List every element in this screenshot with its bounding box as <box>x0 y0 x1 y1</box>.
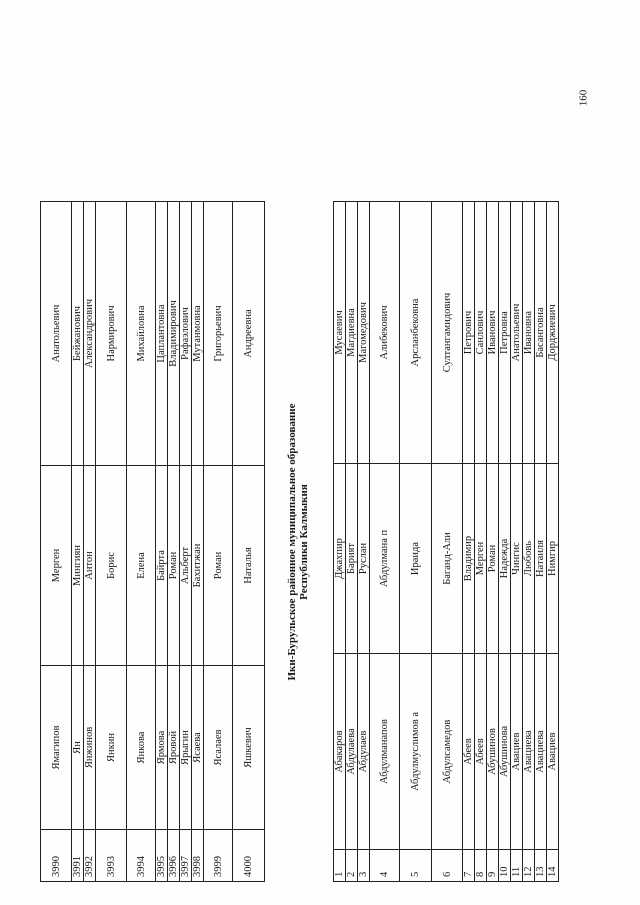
cell-patronymic: Ивановна <box>523 202 535 464</box>
cell-first-name: Борис <box>96 466 127 666</box>
cell-number: 3994 <box>127 830 156 882</box>
cell-last-name: Авациев <box>511 654 523 850</box>
cell-patronymic: Анатольевич <box>41 202 72 466</box>
cell-patronymic: Арсланбековна <box>400 202 432 464</box>
cell-last-name: Авациева <box>535 654 547 850</box>
cell-number: 6 <box>432 850 463 882</box>
cell-number: 9 <box>487 850 499 882</box>
cell-patronymic: Анатольевич <box>511 202 523 464</box>
table-row <box>156 202 168 882</box>
table-row <box>72 202 84 882</box>
cell-last-name: Абдулаев <box>358 654 370 850</box>
cell-first-name: Роман <box>204 466 233 666</box>
cell-number: 12 <box>523 850 535 882</box>
cell-patronymic: Петрович <box>463 202 475 464</box>
cell-number: 3 <box>358 850 370 882</box>
cell-first-name: Владимир <box>463 464 475 654</box>
table-row <box>41 202 72 882</box>
cell-first-name: Джахпир <box>334 464 346 654</box>
cell-first-name: Чингис <box>511 464 523 654</box>
cell-patronymic: Султангамидович <box>432 202 463 464</box>
cell-last-name: Абдулсамедов <box>432 654 463 850</box>
cell-number: 8 <box>475 850 487 882</box>
table-row <box>463 202 475 882</box>
cell-number: 3998 <box>192 830 204 882</box>
cell-last-name: Абеев <box>463 654 475 850</box>
cell-patronymic: Алибекович <box>370 202 400 464</box>
cell-last-name: Янкова <box>127 666 156 830</box>
cell-first-name: Роман <box>487 464 499 654</box>
cell-last-name: Абдулманапов <box>370 654 400 850</box>
cell-first-name: Елена <box>127 466 156 666</box>
cell-last-name: Ясаева <box>192 666 204 830</box>
cell-last-name: Абакаров <box>334 654 346 850</box>
table-row <box>96 202 127 882</box>
cell-last-name: Авациев <box>547 654 559 850</box>
cell-number: 10 <box>499 850 511 882</box>
table-top <box>40 201 265 882</box>
cell-first-name: Надежда <box>499 464 511 654</box>
cell-first-name: Бахитжан <box>192 466 204 666</box>
cell-last-name: Авациева <box>523 654 535 850</box>
table-row <box>334 202 346 882</box>
table-row <box>432 202 463 882</box>
cell-number: 4000 <box>233 830 265 882</box>
cell-number: 13 <box>535 850 547 882</box>
table-row <box>523 202 535 882</box>
cell-patronymic: Рафаэлович <box>180 202 192 466</box>
cell-first-name: Мерген <box>41 466 72 666</box>
table-row <box>400 202 432 882</box>
cell-last-name: Ямагипов <box>41 666 72 830</box>
cell-patronymic: Андреевна <box>233 202 265 466</box>
rotated-page-content <box>40 202 580 882</box>
cell-last-name: Ярыгин <box>180 666 192 830</box>
table-row <box>547 202 559 882</box>
cell-last-name: Яровой <box>168 666 180 830</box>
cell-last-name: Янкин <box>96 666 127 830</box>
cell-number: 3992 <box>84 830 96 882</box>
cell-last-name: Абушинов <box>487 654 499 850</box>
table-row <box>180 202 192 882</box>
cell-number: 11 <box>511 850 523 882</box>
cell-last-name: Абдулмуслимов а <box>400 654 432 850</box>
cell-first-name: Нимгир <box>547 464 559 654</box>
cell-number: 7 <box>463 850 475 882</box>
cell-patronymic: Мутанмовна <box>192 202 204 466</box>
table-row <box>499 202 511 882</box>
cell-number: 3993 <box>96 830 127 882</box>
section-header <box>286 202 310 882</box>
cell-last-name: Абдулаева <box>346 654 358 850</box>
cell-first-name: Абдулмана п <box>370 464 400 654</box>
cell-last-name: Ян <box>72 666 84 830</box>
table-row <box>346 202 358 882</box>
cell-last-name: Ясалаев <box>204 666 233 830</box>
cell-last-name: Ярмова <box>156 666 168 830</box>
cell-first-name: Байрта <box>156 466 168 666</box>
cell-number: 3996 <box>168 830 180 882</box>
cell-last-name: Янжинов <box>84 666 96 830</box>
cell-patronymic: Цаплантовна <box>156 202 168 466</box>
cell-number: 5 <box>400 850 432 882</box>
cell-number: 3991 <box>72 830 84 882</box>
cell-patronymic: Басанговна <box>535 202 547 464</box>
section-header-line1: Ики-Бурульское районное муниципальное образование <box>286 403 298 681</box>
cell-first-name: Роман <box>168 466 180 666</box>
cell-last-name: Абушинова <box>499 654 511 850</box>
cell-patronymic: Магдиевна <box>346 202 358 464</box>
table-row <box>370 202 400 882</box>
table-row <box>204 202 233 882</box>
cell-patronymic: Мусаевич <box>334 202 346 464</box>
table-row <box>192 202 204 882</box>
cell-number: 3990 <box>41 830 72 882</box>
cell-patronymic: Григорьевич <box>204 202 233 466</box>
cell-patronymic: Магомедович <box>358 202 370 464</box>
cell-number: 14 <box>547 850 559 882</box>
cell-patronymic: Санлович <box>475 202 487 464</box>
cell-first-name: Антон <box>84 466 96 666</box>
table-row <box>168 202 180 882</box>
cell-patronymic: Иванович <box>487 202 499 464</box>
cell-first-name: Барият <box>346 464 358 654</box>
table-row <box>84 202 96 882</box>
table-row <box>233 202 265 882</box>
cell-number: 4 <box>370 850 400 882</box>
cell-first-name: Баганд-Али <box>432 464 463 654</box>
cell-patronymic: Петровна <box>499 202 511 464</box>
cell-first-name: Мерген <box>475 464 487 654</box>
cell-first-name: Натаиля <box>535 464 547 654</box>
cell-first-name: Ираида <box>400 464 432 654</box>
cell-number: 3999 <box>204 830 233 882</box>
cell-patronymic: Нармирович <box>96 202 127 466</box>
cell-number: 1 <box>334 850 346 882</box>
table-row <box>127 202 156 882</box>
cell-first-name: Альберт <box>180 466 192 666</box>
cell-patronymic: Александрович <box>84 202 96 466</box>
section-header-line2: Республики Калмыкия <box>298 484 310 600</box>
cell-number: 3997 <box>180 830 192 882</box>
cell-patronymic: Михайловна <box>127 202 156 466</box>
table-row <box>511 202 523 882</box>
table-row <box>358 202 370 882</box>
table-bottom <box>333 201 559 882</box>
cell-number: 2 <box>346 850 358 882</box>
table-row <box>475 202 487 882</box>
cell-last-name: Яшкевич <box>233 666 265 830</box>
cell-patronymic: Бейжанович <box>72 202 84 466</box>
cell-first-name: Наталья <box>233 466 265 666</box>
cell-patronymic: Дорджиевич <box>547 202 559 464</box>
table-row <box>487 202 499 882</box>
table-row <box>535 202 547 882</box>
cell-number: 3995 <box>156 830 168 882</box>
cell-patronymic: Владимирович <box>168 202 180 466</box>
page-number: 160 <box>577 89 590 107</box>
cell-first-name: Руслан <box>358 464 370 654</box>
cell-last-name: Абеев <box>475 654 487 850</box>
cell-first-name: Любовь <box>523 464 535 654</box>
cell-first-name: Мингиян <box>72 466 84 666</box>
